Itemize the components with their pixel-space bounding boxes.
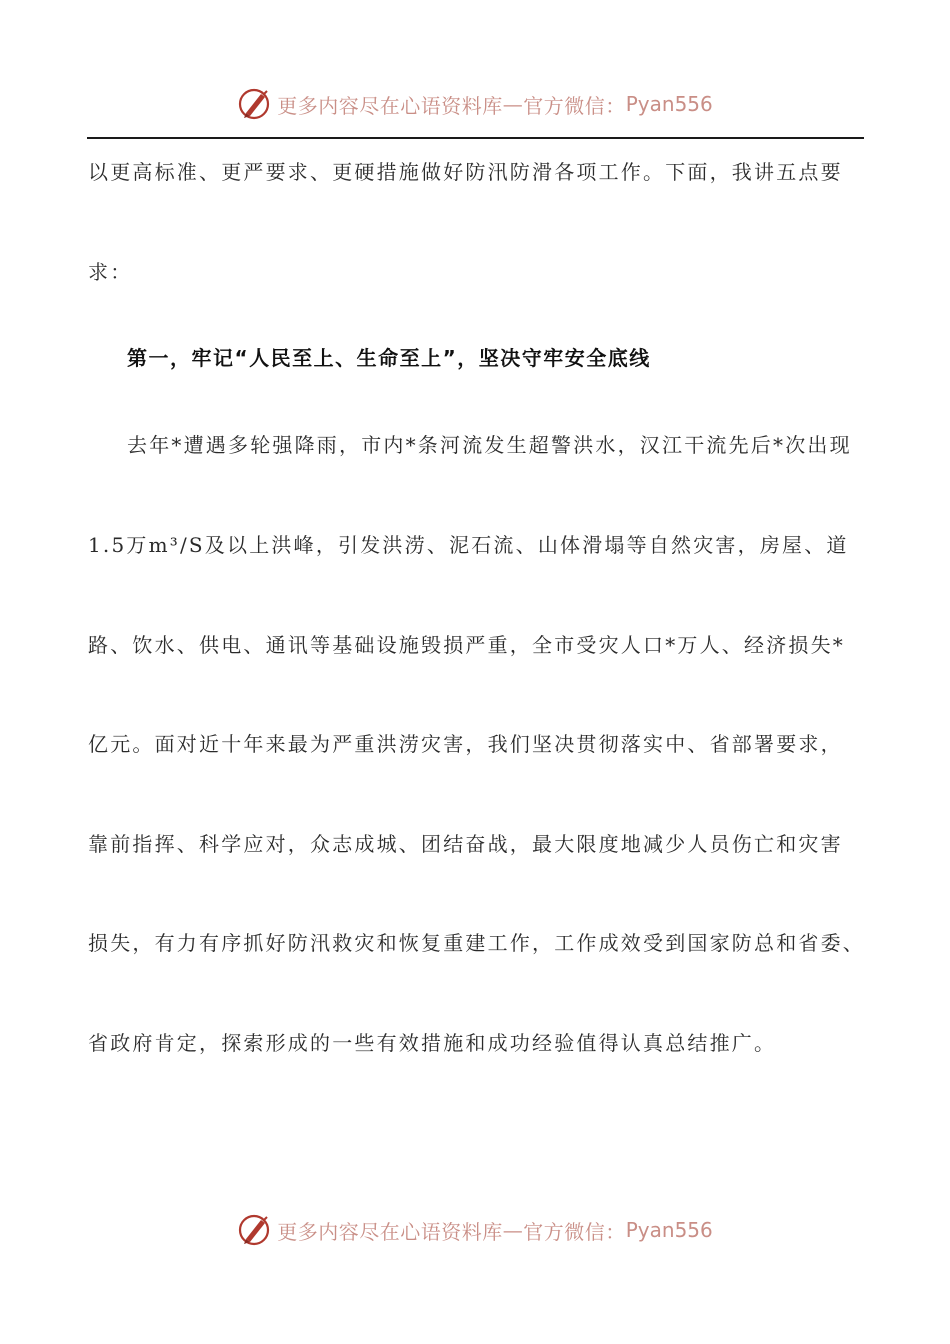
- wechat-id: Pyan556: [625, 92, 713, 116]
- pen-logo-icon: [237, 1212, 273, 1248]
- footer-banner: [0, 1208, 950, 1252]
- wechat-id: Pyan556: [625, 1218, 713, 1242]
- paragraph-line: 1.5万m³/S及以上洪峰，引发洪涝、泥石流、山体滑塌等自然灾害，房屋、道: [88, 533, 849, 557]
- wechat-label: 官方微信：: [523, 93, 626, 118]
- header-banner: [0, 82, 950, 126]
- paragraph-line: 靠前指挥、科学应对，众志成城、团结奋战，最大限度地减少人员伤亡和灾害: [88, 832, 843, 856]
- banner-text: 更多内容尽在心语资料库: [277, 93, 503, 118]
- banner-text: 更多内容尽在心语资料库: [277, 1219, 503, 1244]
- body-line: 求：: [88, 260, 133, 284]
- section-heading: 第一，牢记“人民至上、生命至上”，坚决守牢安全底线: [127, 346, 651, 370]
- pen-logo-icon: [237, 86, 273, 122]
- paragraph-line: 亿元。面对近十年来最为严重洪涝灾害，我们坚决贯彻落实中、省部署要求，: [88, 732, 843, 756]
- paragraph-line: 损失，有力有序抓好防汛救灾和恢复重建工作，工作成效受到国家防总和省委、: [88, 931, 865, 955]
- header-divider: [87, 137, 864, 139]
- body-line: 以更高标准、更严要求、更硬措施做好防汛防滑各项工作。下面，我讲五点要: [88, 160, 843, 184]
- banner-dash: —: [502, 92, 524, 116]
- paragraph-line: 省政府肯定，探索形成的一些有效措施和成功经验值得认真总结推广。: [88, 1031, 777, 1055]
- banner-dash: —: [502, 1218, 524, 1242]
- wechat-label: 官方微信：: [523, 1219, 626, 1244]
- paragraph-line: 去年*遭遇多轮强降雨，市内*条河流发生超警洪水，汉江干流先后*次出现: [127, 433, 852, 457]
- paragraph-line: 路、饮水、供电、通讯等基础设施毁损严重，全市受灾人口*万人、经济损失*: [88, 633, 845, 657]
